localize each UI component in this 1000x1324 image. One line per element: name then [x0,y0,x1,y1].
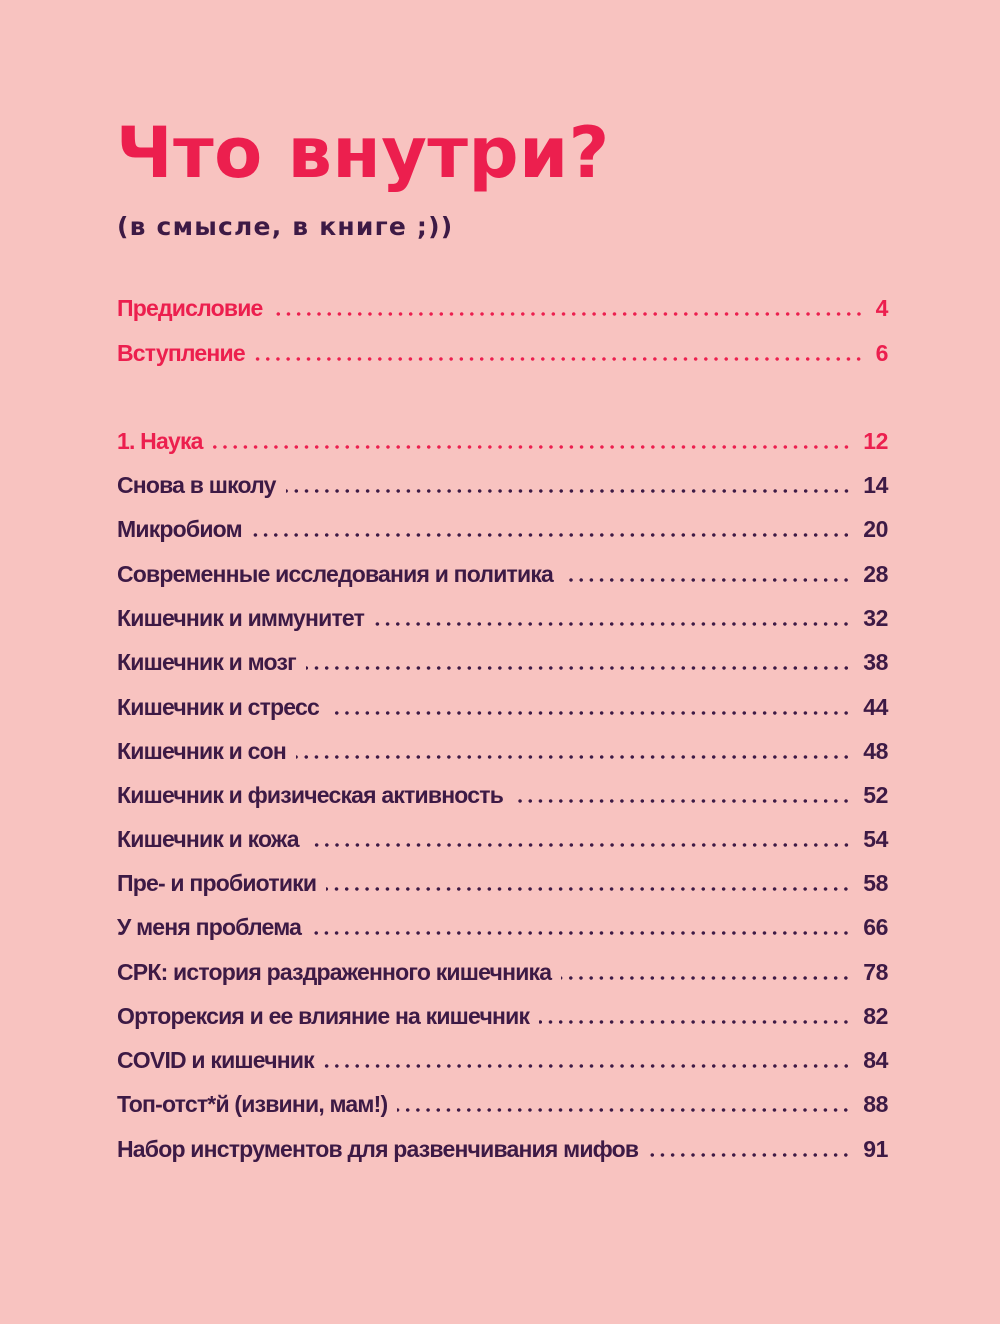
dot-leader [255,357,864,361]
toc-entry-page: 66 [863,914,888,940]
page-subtitle: (в смысле, в книге ;)) [117,212,454,241]
dot-leader [252,533,851,537]
toc-entry-page: 14 [863,472,888,498]
toc-entry[interactable] [117,600,888,636]
toc-entry-label: Кишечник и сон [117,738,286,764]
dot-leader [648,1153,851,1157]
dot-leader [374,622,851,626]
toc-entry-page: 88 [863,1091,888,1117]
toc-entry[interactable] [117,644,888,680]
dot-leader [397,1108,851,1112]
toc-entry-page: 20 [863,516,888,542]
toc-entry[interactable] [117,777,888,813]
toc-entry-page: 84 [863,1047,888,1073]
toc-entry-label: Кишечник и иммунитет [117,605,365,631]
dot-leader [311,931,851,935]
toc-entry-label: СРК: история раздраженного кишечника [117,959,552,985]
toc-entry-page: 58 [863,870,888,896]
dot-leader [539,1020,851,1024]
toc-entry[interactable] [117,689,888,725]
toc-entry[interactable] [117,1086,888,1122]
dot-leader [306,666,851,670]
toc-entry[interactable] [117,733,888,769]
toc-entry-label: Кишечник и физическая активность [117,782,504,808]
toc-entry-label: Снова в школу [117,472,276,498]
toc-entry[interactable] [117,865,888,901]
toc-entry-label: COVID и кишечник [117,1047,314,1073]
toc-entry-introduction[interactable] [117,335,888,371]
dot-leader [286,489,852,493]
toc-entry[interactable] [117,1042,888,1078]
toc-entry-label: Орторексия и ее влияние на кишечник [117,1003,530,1029]
toc-entry[interactable] [117,998,888,1034]
toc-entry[interactable] [117,954,888,990]
dot-leader [296,755,851,759]
toc-entry-label: Кишечник и мозг [117,649,296,675]
toc-entry[interactable] [117,909,888,945]
toc-entry[interactable] [117,1131,888,1167]
dot-leader [563,578,851,582]
toc-entry[interactable] [117,467,888,503]
toc-entry-label: Кишечник и кожа [117,826,299,852]
dot-leader [324,1064,851,1068]
toc-entry-page: 82 [863,1003,888,1029]
toc-entry-page: 52 [863,782,888,808]
toc-entry-label: Набор инструментов для развенчивания мифов [117,1136,639,1162]
toc-entry-label: 1. Наука [117,428,203,454]
page-title: Что внутри? [116,112,610,194]
toc-entry-label: У меня проблема [117,914,302,940]
dot-leader [513,799,851,803]
toc-entry-page: 54 [863,826,888,852]
toc-entry-page: 78 [863,959,888,985]
toc-entry-label: Предисловие [117,295,263,321]
toc-entry[interactable] [117,556,888,592]
toc-entry-page: 28 [863,561,888,587]
toc-entry-label: Микробиом [117,516,242,542]
dot-leader [326,887,851,891]
toc-entry-label: Вступление [117,340,245,366]
dot-leader [561,976,851,980]
toc-entry-label: Топ-отст*й (извини, мам!) [117,1091,388,1117]
dot-leader [273,312,864,316]
toc-entry-foreword[interactable] [117,290,888,326]
dot-leader [213,445,852,449]
toc-entry-page: 48 [863,738,888,764]
toc-entry-page: 38 [863,649,888,675]
toc-entry-label: Кишечник и стресс [117,694,319,720]
dot-leader [309,843,851,847]
toc-entry[interactable] [117,511,888,547]
toc-entry-page: 32 [863,605,888,631]
toc-entry-page: 12 [863,428,888,454]
toc-entry-page: 4 [875,295,888,321]
toc-chapter-heading[interactable] [117,423,888,459]
toc-entry-label: Пре- и пробиотики [117,870,317,896]
toc-entry-page: 44 [863,694,888,720]
toc-entry-page: 6 [875,340,888,366]
dot-leader [329,711,851,715]
toc-entry[interactable] [117,821,888,857]
toc-entry-page: 91 [863,1136,888,1162]
toc-entry-label: Современные исследования и политика [117,561,554,587]
